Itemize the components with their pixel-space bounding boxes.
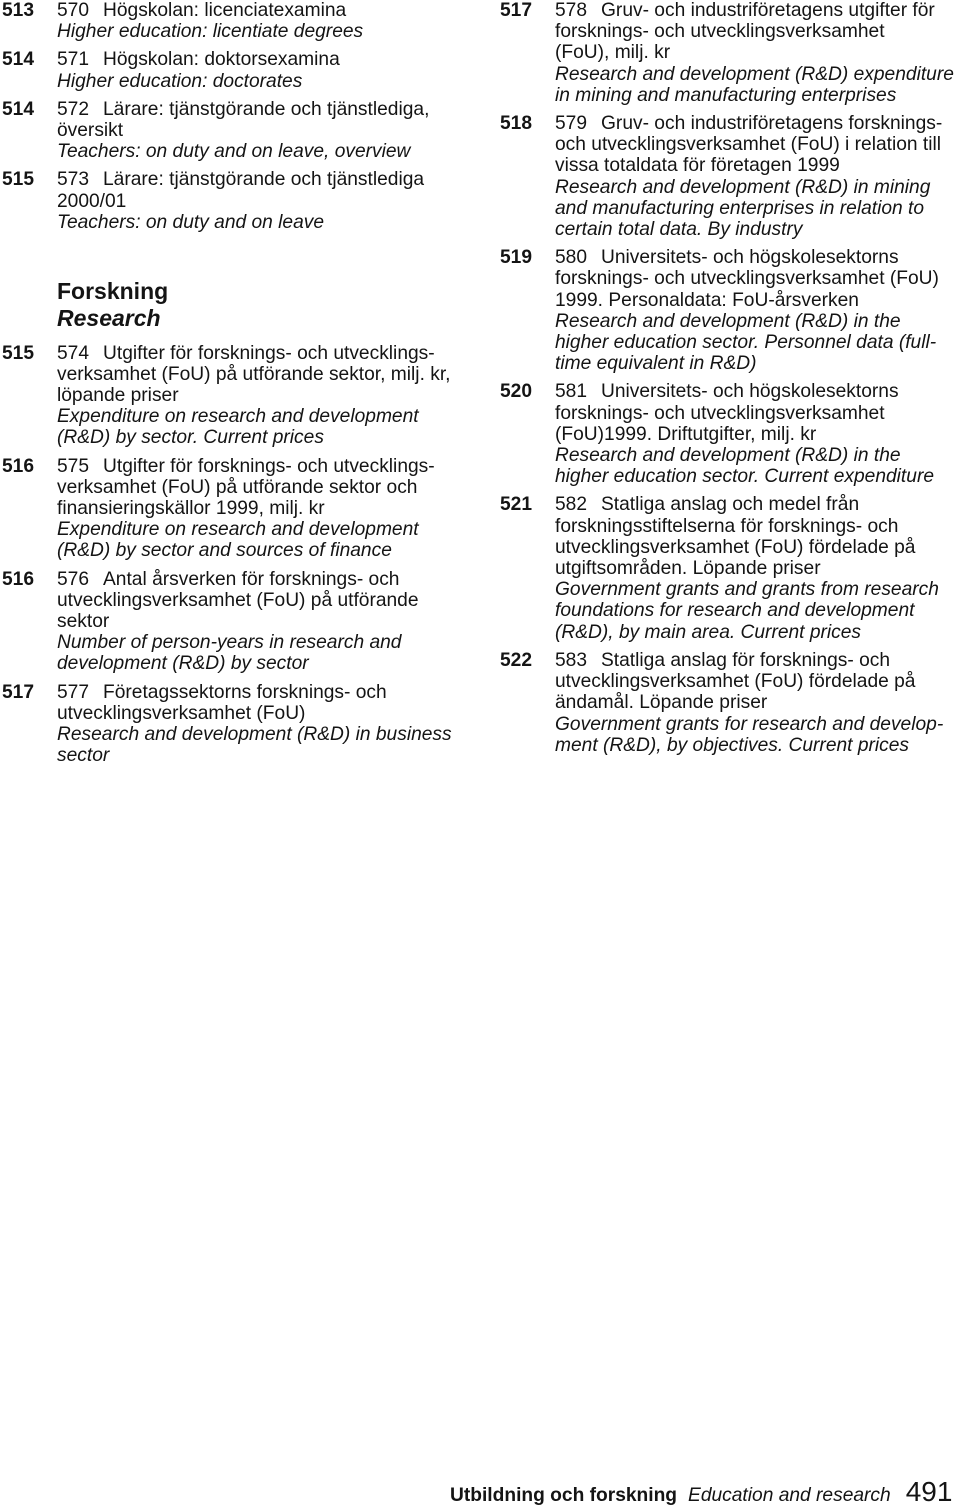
toc-entry [500, 113, 956, 240]
entry-text [57, 343, 492, 449]
title-sv-text: Gruv- och industriföretagens utgifter för [601, 0, 935, 21]
toc-entry [500, 0, 956, 106]
toc-entry [2, 682, 492, 767]
page-number: 491 [905, 1476, 953, 1507]
title-sv-line [555, 381, 956, 402]
toc-entry [500, 247, 956, 374]
page-reference: 514 [2, 49, 35, 71]
entry-text [57, 569, 492, 675]
entry-text [555, 113, 956, 240]
entry-text [57, 99, 492, 163]
entry-text [555, 247, 956, 374]
title-en-line: Research and development (R&D) in business [57, 723, 452, 745]
title-sv-text: Högskolan: doktorsexamina [103, 49, 340, 71]
table-number: 578 [555, 0, 588, 21]
title-sv-line: forsknings- och utvecklingsverksamhet (FoU) [555, 268, 939, 290]
title-sv-line [57, 456, 492, 477]
title-sv-line [57, 49, 492, 70]
section-heading [57, 278, 492, 332]
title-sv-line: verksamhet (FoU) på utförande sektor, milj. kr, [57, 363, 451, 385]
title-sv-text: Lärare: tjänstgörande och tjänstlediga [103, 169, 425, 191]
title-sv-text: Statliga anslag för forsknings- och [601, 649, 891, 671]
toc-entry [500, 494, 956, 642]
section-title-en: Research [57, 304, 161, 331]
title-sv-line: finansieringskällor 1999, milj. kr [57, 497, 325, 519]
page-reference: 517 [2, 681, 35, 703]
title-sv-line: utvecklingsverksamhet (FoU) fördelade på [555, 536, 916, 558]
title-sv-line: utvecklingsverksamhet (FoU) på utförande [57, 589, 419, 611]
page-reference: 517 [500, 0, 533, 21]
title-sv-line: löpande priser [57, 384, 179, 406]
title-en-line: ment (R&D), by objectives. Current prices [555, 734, 910, 756]
title-sv-line: forsknings- och utvecklingsverksamhet [555, 21, 885, 43]
title-en-line: Teachers: on duty and on leave, overview [57, 141, 411, 163]
table-number: 575 [57, 455, 90, 477]
title-en-line: higher education sector. Personnel data (full- [555, 332, 937, 354]
title-en-line: Expenditure on research and development [57, 519, 419, 541]
toc-entry [2, 343, 492, 449]
title-sv-line [57, 0, 492, 21]
title-en-line: Research and development (R&D) expenditure [555, 63, 954, 85]
toc-entry [2, 569, 492, 675]
title-sv-line: 1999. Personaldata: FoU-årsverken [555, 289, 859, 311]
toc-entry [2, 456, 492, 562]
title-en-line: Government grants and grants from research [555, 579, 939, 601]
title-sv-line [555, 113, 956, 134]
title-sv-line: vissa totaldata för företagen 1999 [555, 155, 840, 177]
page-reference: 521 [500, 494, 533, 516]
title-sv-text: Lärare: tjänstgörande och tjänstlediga, [103, 98, 430, 120]
title-sv-line [57, 569, 492, 590]
title-sv-line [555, 650, 956, 671]
page-reference: 513 [2, 0, 35, 21]
page-reference: 515 [2, 169, 35, 191]
title-en-line: and manufacturing enterprises in relation to [555, 197, 925, 219]
table-number: 574 [57, 342, 90, 364]
entry-text [57, 682, 492, 767]
entry-text [57, 456, 492, 562]
page-reference: 520 [500, 381, 533, 403]
title-sv-text: Gruv- och industriföretagens forsknings- [601, 113, 943, 135]
title-sv-line [57, 682, 492, 703]
table-number: 577 [57, 681, 90, 703]
title-sv-text: Universitets- och högskolesektorns [601, 247, 899, 269]
table-number: 570 [57, 0, 90, 21]
toc-entry [500, 650, 956, 756]
title-sv-text: Utgifter för forsknings- och utvecklings- [103, 455, 435, 477]
title-sv-line: 2000/01 [57, 190, 127, 212]
page-reference: 518 [500, 113, 533, 135]
title-sv-text: Utgifter för forsknings- och utvecklings- [103, 342, 435, 364]
table-number: 581 [555, 381, 588, 403]
page-reference: 514 [2, 98, 35, 120]
title-sv-text: Företagssektorns forsknings- och [103, 681, 387, 703]
chapter-title-sv: Utbildning och forskning [450, 1485, 678, 1506]
table-number: 583 [555, 649, 588, 671]
table-number: 571 [57, 49, 90, 71]
section-title-sv: Forskning [57, 277, 169, 304]
title-sv-line: sektor [57, 610, 110, 632]
table-number: 582 [555, 494, 588, 516]
title-sv-line: utvecklingsverksamhet (FoU) [57, 702, 306, 724]
title-sv-text: Antal årsverken för forsknings- och [103, 568, 400, 590]
title-sv-line [57, 343, 492, 364]
page-footer [450, 1478, 952, 1506]
title-sv-line: utgiftsområden. Löpande priser [555, 558, 821, 580]
entry-text [555, 650, 956, 756]
title-en-line: Number of person-years in research and [57, 632, 402, 654]
title-en-line: foundations for research and development [555, 600, 915, 622]
page-reference: 522 [500, 649, 533, 671]
toc-entry [2, 99, 492, 163]
table-number: 576 [57, 568, 90, 590]
entry-text [57, 0, 492, 42]
title-sv-line: ändamål. Löpande priser [555, 692, 768, 714]
title-en-line: Higher education: licentiate degrees [57, 21, 364, 43]
title-en-line: in mining and manufacturing enterprises [555, 84, 897, 106]
title-en-line: higher education sector. Current expenditure [555, 466, 934, 488]
title-en-line: Research and development (R&D) in the [555, 445, 901, 467]
title-sv-line: forskningsstiftelserna för forsknings- och [555, 515, 899, 537]
title-en-line: (R&D) by sector and sources of finance [57, 540, 392, 562]
chapter-title-en: Education and research [688, 1485, 891, 1506]
title-en-line: sector [57, 745, 110, 767]
title-en-line: Expenditure on research and development [57, 406, 419, 428]
title-en-line: time equivalent in R&D) [555, 353, 757, 375]
page-reference: 516 [2, 455, 35, 477]
right-column [500, 0, 956, 763]
toc-entry [2, 49, 492, 91]
toc-entry [2, 0, 492, 42]
title-sv-line [555, 494, 956, 515]
title-en-line: (R&D) by sector. Current prices [57, 427, 324, 449]
title-sv-line: översikt [57, 120, 124, 142]
title-en-line: Teachers: on duty and on leave [57, 211, 325, 233]
title-en-line: certain total data. By industry [555, 219, 803, 241]
page-reference: 519 [500, 247, 533, 269]
title-sv-line [57, 169, 492, 190]
title-sv-text: Universitets- och högskolesektorns [601, 381, 899, 403]
title-sv-line: (FoU)1999. Driftutgifter, milj. kr [555, 423, 817, 445]
title-en-line: Government grants for research and develop- [555, 713, 944, 735]
title-sv-line: forsknings- och utvecklingsverksamhet [555, 402, 885, 424]
entry-text [57, 169, 492, 233]
table-number: 572 [57, 98, 90, 120]
title-en-line: Research and development (R&D) in the [555, 310, 901, 332]
title-sv-line: (FoU), milj. kr [555, 42, 671, 64]
title-sv-line: utvecklingsverksamhet (FoU) fördelade på [555, 671, 916, 693]
toc-entry [500, 381, 956, 487]
title-sv-line: och utvecklingsverksamhet (FoU) i relation till [555, 134, 942, 156]
entry-text [57, 49, 492, 91]
left-column [2, 0, 492, 773]
table-number: 579 [555, 113, 588, 135]
title-sv-line [555, 0, 956, 21]
title-en-line: Research and development (R&D) in mining [555, 176, 931, 198]
title-sv-line: verksamhet (FoU) på utförande sektor och [57, 476, 418, 498]
title-en-line: development (R&D) by sector [57, 653, 309, 675]
title-en-line: (R&D), by main area. Current prices [555, 621, 862, 643]
title-en-line: Higher education: doctorates [57, 70, 303, 92]
title-sv-line [57, 99, 492, 120]
entry-text [555, 494, 956, 642]
table-number: 580 [555, 247, 588, 269]
entry-text [555, 0, 956, 106]
page-reference: 515 [2, 342, 35, 364]
toc-entry [2, 169, 492, 233]
table-number: 573 [57, 169, 90, 191]
title-sv-line [555, 247, 956, 268]
title-sv-text: Högskolan: licenciatexamina [103, 0, 347, 21]
title-sv-text: Statliga anslag och medel från [601, 494, 860, 516]
page-reference: 516 [2, 568, 35, 590]
entry-text [555, 381, 956, 487]
